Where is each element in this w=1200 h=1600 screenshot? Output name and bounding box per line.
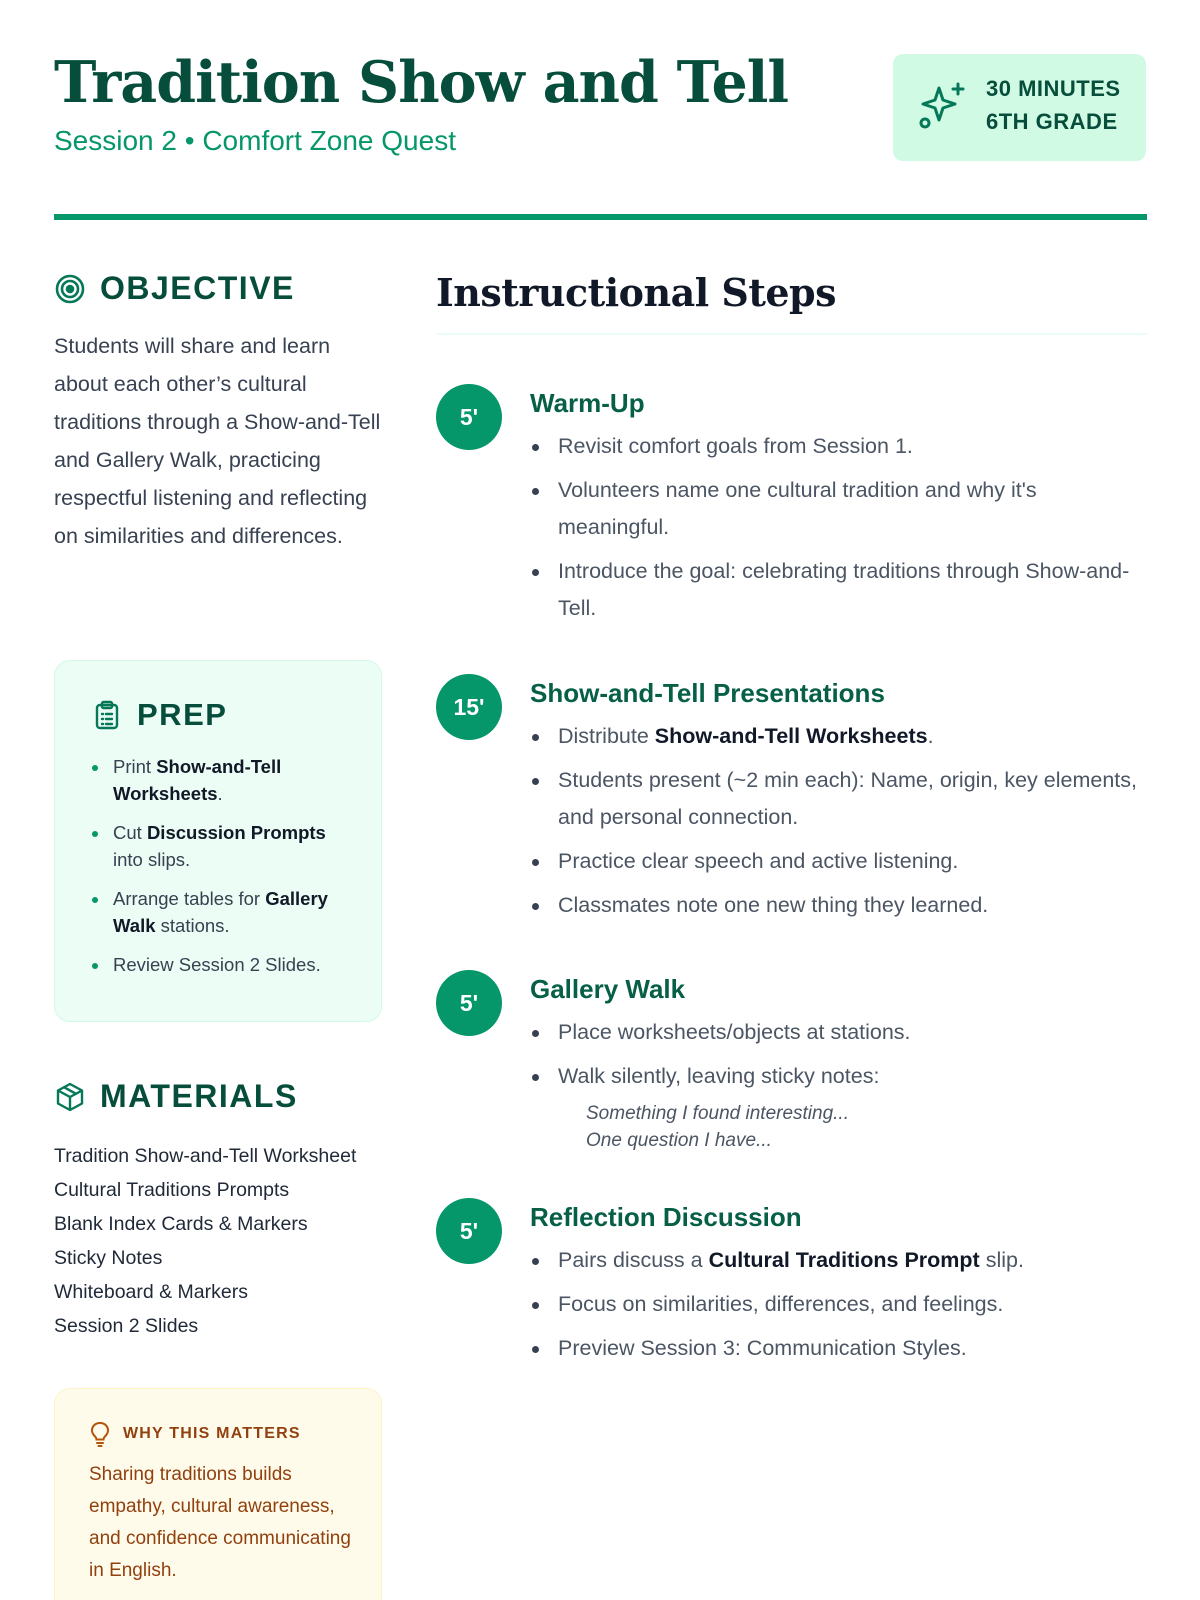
page-title: Tradition Show and Tell — [54, 49, 789, 116]
step-bullets — [530, 428, 1148, 627]
why-heading-label: WHY THIS MATTERS — [123, 1425, 301, 1442]
step-body — [530, 674, 1148, 931]
why-text: Sharing traditions builds empathy, cultural awareness, and confidence communicating in English. — [89, 1464, 351, 1581]
materials-item: Sticky Notes — [54, 1247, 163, 1269]
step-duration-badge: 5' — [436, 384, 502, 450]
objective-heading-label: OBJECTIVE — [100, 270, 295, 306]
prep-item: Arrange tables for Gallery Walk stations. — [91, 885, 357, 939]
step-title: Reflection Discussion — [530, 1202, 802, 1232]
clipboard-icon — [91, 699, 123, 731]
step-duration-badge: 5' — [436, 1198, 502, 1264]
step-bullets — [530, 1242, 1148, 1367]
target-icon — [54, 273, 86, 305]
why-card — [54, 1388, 382, 1600]
materials-item: Tradition Show-and-Tell Worksheet — [54, 1145, 357, 1167]
sticky-note-prompt: One question I have... — [586, 1130, 772, 1151]
step-bullet: Walk silently, leaving sticky notes: — [530, 1058, 1148, 1095]
materials-heading-label: MATERIALS — [100, 1078, 298, 1114]
step-bullet: Preview Session 3: Communication Styles. — [530, 1330, 1148, 1367]
step-bullet: Revisit comfort goals from Session 1. — [530, 428, 1148, 465]
prep-heading-label: PREP — [137, 697, 228, 732]
step-bullet: Students present (~2 min each): Name, origin, key elements, and personal connection. — [530, 762, 1148, 836]
step-bullet: Introduce the goal: celebrating traditions through Show-and-Tell. — [530, 553, 1148, 627]
duration-label: 30 MINUTES — [986, 76, 1121, 101]
page-subtitle: Session 2 • Comfort Zone Quest — [54, 124, 456, 156]
right-column — [436, 270, 1148, 1360]
objective-text: Students will share and learn about each other’s cultural traditions through a Show-and-Tell and Gallery Walk, practicing respectful listening and reflecting on similarities and differences. — [54, 334, 381, 548]
why-heading — [89, 1421, 361, 1447]
materials-item: Whiteboard & Markers — [54, 1281, 248, 1303]
materials-item: Session 2 Slides — [54, 1315, 199, 1337]
step-duration-badge: 15' — [436, 674, 502, 740]
steps-divider — [436, 333, 1148, 335]
step-bullet: Practice clear speech and active listening. — [530, 843, 1148, 880]
grade-label: 6TH GRADE — [986, 109, 1118, 134]
steps-title: Instructional Steps — [436, 270, 837, 315]
step-bullet: Place worksheets/objects at stations. — [530, 1014, 1148, 1051]
session-badge — [893, 54, 1146, 161]
sparkle-icon — [915, 80, 969, 134]
materials-section — [54, 1078, 394, 1343]
step-bullet: Volunteers name one cultural tradition and why it's meaningful. — [530, 472, 1148, 546]
step-bullet: Focus on similarities, differences, and feelings. — [530, 1286, 1148, 1323]
prep-heading — [91, 697, 357, 733]
step-bullet: Classmates note one new thing they learned. — [530, 887, 1148, 924]
materials-item: Cultural Traditions Prompts — [54, 1179, 290, 1201]
step-title: Gallery Walk — [530, 974, 686, 1004]
header-divider — [54, 214, 1147, 220]
step-bullet: Pairs discuss a Cultural Traditions Prompt slip. — [530, 1242, 1148, 1279]
step-body — [530, 384, 1148, 634]
step-bullets — [530, 718, 1148, 924]
prep-item: Review Session 2 Slides. — [91, 951, 357, 978]
prep-item: Cut Discussion Prompts into slips. — [91, 819, 357, 873]
objective-heading — [54, 270, 382, 307]
cube-icon — [54, 1081, 86, 1113]
left-column — [54, 270, 382, 1581]
prep-card — [54, 660, 382, 1022]
step-body — [530, 1198, 1148, 1374]
prep-item: Print Show-and-Tell Worksheets. — [91, 753, 357, 807]
materials-list — [54, 1139, 394, 1343]
step-body — [530, 970, 1148, 1154]
step-bullets — [530, 1014, 1148, 1095]
objective-section — [54, 270, 382, 555]
prep-list — [91, 753, 357, 978]
sticky-note-prompt: Something I found interesting... — [586, 1103, 849, 1124]
step-title: Warm-Up — [530, 388, 645, 418]
lightbulb-icon — [89, 1421, 111, 1447]
step-bullet: Distribute Show-and-Tell Worksheets. — [530, 718, 1148, 755]
sticky-note-prompts — [586, 1100, 1148, 1154]
materials-heading — [54, 1078, 394, 1115]
page-header — [54, 49, 1146, 222]
step-title: Show-and-Tell Presentations — [530, 678, 885, 708]
step-duration-badge: 5' — [436, 970, 502, 1036]
materials-item: Blank Index Cards & Markers — [54, 1213, 308, 1235]
